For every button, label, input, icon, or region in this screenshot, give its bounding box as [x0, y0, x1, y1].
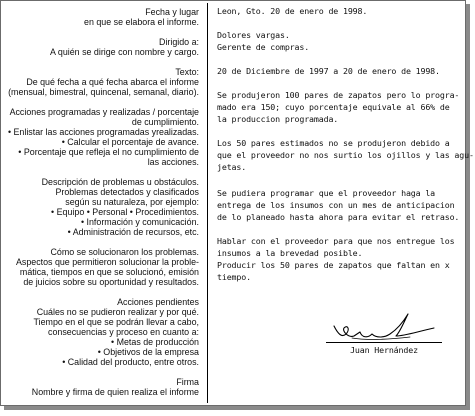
- example-line: Leon, Gto. 20 de enero de 1998.: [217, 6, 368, 16]
- example-line: Se pudiera programar que el proveedor haga la: [217, 188, 436, 198]
- example-line: 20 de Diciembre de 1997 a 20 de enero de 1998.: [217, 66, 440, 76]
- guide-line: Dirigido a:: [159, 37, 199, 47]
- signature-line: [326, 342, 442, 343]
- example-line: Dolores vargas.: [217, 30, 290, 40]
- guide-line: De qué fecha a qué fecha abarca el informe: [26, 77, 199, 87]
- guide-line: • Calcular el porcentaje de avance.: [61, 137, 199, 147]
- guide-section-recipient: [1, 37, 199, 57]
- guide-line: • Información y comunicación.: [80, 217, 199, 227]
- guide-section-date: [1, 7, 199, 27]
- example-column: [217, 5, 474, 295]
- example-line: entrega de los insumos con un mes de anticipacion: [217, 200, 455, 210]
- example-paragraph-date: [217, 5, 463, 17]
- guide-section-text: [1, 67, 199, 97]
- guide-line: de cumplimiento.: [131, 117, 199, 127]
- example-line: Hablar con el proveedor para que nos entregue los: [217, 236, 455, 246]
- guide-line: en que se elabora el informe.: [84, 17, 199, 27]
- guide-line: Descripción de problemas u obstáculos.: [41, 177, 199, 187]
- signer-name: Juan Hernández: [350, 345, 418, 355]
- guide-line: Fecha y lugar: [145, 7, 199, 17]
- guide-line: • Objetivos de la empresa: [97, 347, 199, 357]
- guide-line: Texto:: [175, 67, 199, 77]
- example-line: insumos a la brevedad posible.: [217, 248, 363, 258]
- example-line: que el proveedor no nos surtio los ojillos y las agu-: [217, 150, 474, 160]
- guide-section-problems: [1, 177, 199, 237]
- example-paragraph-solutions: [217, 187, 463, 223]
- guide-line: • Enlistar las acciones programadas yrealizadas.: [7, 127, 199, 137]
- guide-line: Cómo se solucionaron los problemas.: [50, 247, 199, 257]
- guide-line: Tiempo en el que se podrán llevar a cabo,: [33, 317, 199, 327]
- example-line: de lo planeado hasta ahora para evitar el retraso.: [217, 212, 460, 222]
- column-divider: [207, 3, 208, 403]
- example-line: Gerente de compras.: [217, 42, 310, 52]
- guide-line: • Administración de recursos, etc.: [67, 227, 199, 237]
- guide-line: de juicios sobre su oportunidad y resultados.: [23, 277, 199, 287]
- example-paragraph-recipient: [217, 29, 463, 53]
- guide-section-signature: [1, 377, 199, 397]
- example-paragraph-pending: [217, 235, 463, 283]
- guide-line: mática, tiempos en que se solucionó, emisión: [19, 267, 199, 277]
- example-line: Los 50 pares estimados no se produjeron debido a: [217, 138, 450, 148]
- guide-line: Nombre y firma de quien realiza el informe: [31, 387, 199, 397]
- guide-line: Problemas detectados y clasificados: [55, 187, 199, 197]
- guide-column: [1, 7, 199, 407]
- guide-line: • Calidad del producto, entre otros.: [62, 357, 199, 367]
- guide-line: • Metas de producción: [111, 337, 199, 347]
- example-paragraph-actions: [217, 89, 463, 125]
- guide-section-solutions: [1, 247, 199, 287]
- guide-line: Aspectos que permitieron solucionar la proble-: [15, 257, 199, 267]
- guide-section-pending: [1, 297, 199, 367]
- guide-line: según su naturaleza, por ejemplo:: [65, 197, 199, 207]
- example-paragraph-problems: [217, 137, 474, 173]
- guide-line: Cuáles no se pudieron realizar y por qué.: [36, 307, 199, 317]
- example-line: Se produjeron 100 pares de zapatos pero lo progra-: [217, 90, 460, 100]
- example-paragraph-period: [217, 65, 463, 77]
- guide-line: A quién se dirige con nombre y cargo.: [50, 47, 199, 57]
- example-line: jetas.: [217, 162, 247, 172]
- example-line: la produccion programada.: [217, 114, 339, 124]
- guide-line: (mensual, bimestral, quincenal, semanal, diario).: [8, 87, 199, 97]
- guide-line: Firma: [176, 377, 199, 387]
- guide-line: Acciones programadas y realizadas / porcentaje: [9, 107, 199, 117]
- example-line: Producir los 50 pares de zapatos que faltan en x: [217, 260, 450, 270]
- example-line: tiempo.: [217, 272, 251, 282]
- guide-line: • Equipo • Personal • Procedimientos.: [51, 207, 199, 217]
- guide-line: las acciones.: [147, 157, 199, 167]
- guide-line: consecuencias y proceso en cuanto a:: [48, 327, 199, 337]
- guide-line: • Porcentaje que refleja el no cumplimiento de: [18, 147, 199, 157]
- guide-section-actions: [1, 107, 199, 167]
- guide-line: Acciones pendientes: [117, 297, 199, 307]
- example-line: mado era 150; cuyo porcentaje equivale al 66% de: [217, 102, 450, 112]
